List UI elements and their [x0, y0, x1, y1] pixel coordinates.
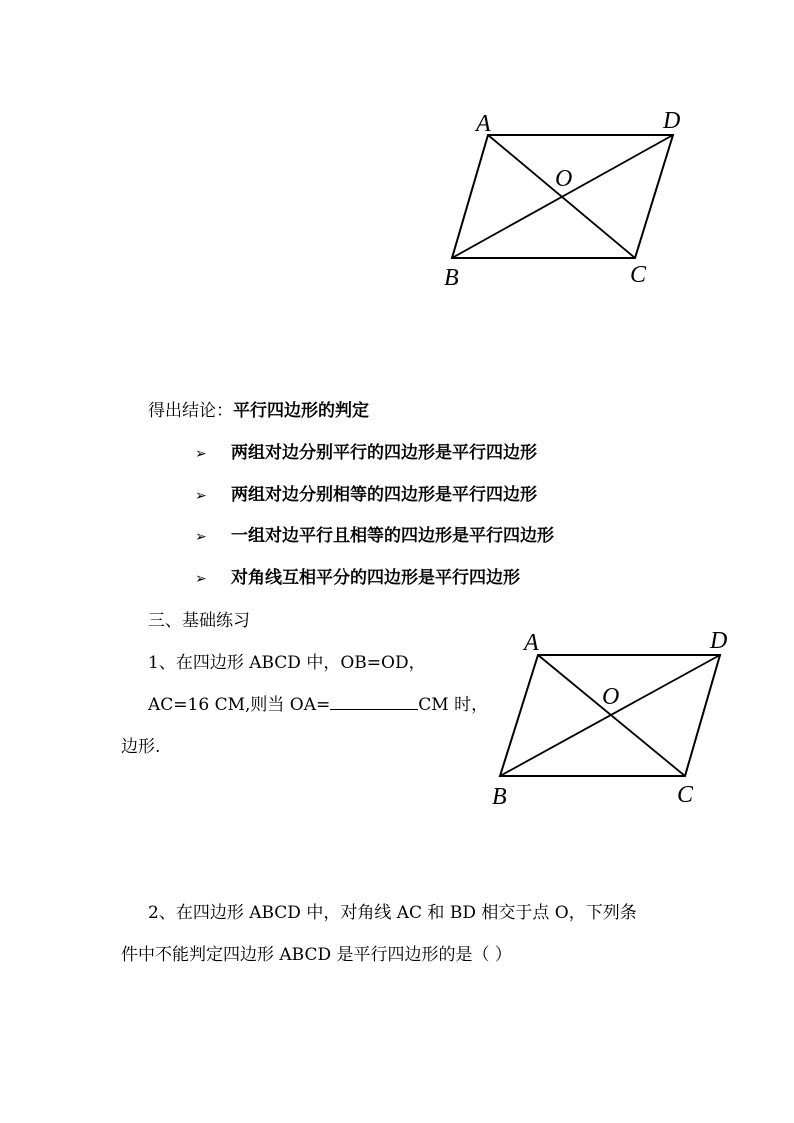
conclusion-prefix: 得出结论： [148, 401, 233, 421]
point-label-o: O [555, 166, 573, 192]
question-1-line-1: 1、在四边形 ABCD 中，OB=OD， [148, 653, 426, 673]
point-label-b: B [444, 265, 459, 291]
point-label-b: B [492, 784, 507, 810]
question-1-line-3: 边形. [121, 737, 161, 757]
question-2-line-1: 2、在四边形 ABCD 中，对角线 AC 和 BD 相交于点 O，下列条 [148, 903, 637, 923]
criterion-text: 对角线互相平分的四边形是平行四边形 [231, 568, 520, 588]
arrow-bullet-icon: ➢ [195, 571, 207, 587]
criterion-text: 两组对边分别平行的四边形是平行四边形 [231, 443, 537, 463]
question-1-line-2-suffix: CM 时， [418, 695, 489, 715]
conclusion-heading [148, 396, 369, 421]
answer-blank[interactable] [330, 693, 418, 710]
arrow-bullet-icon: ➢ [195, 488, 207, 504]
point-label-a: A [524, 630, 539, 656]
criterion-text: 一组对边平行且相等的四边形是平行四边形 [231, 526, 554, 546]
parallelogram-figure-question-1 [480, 620, 750, 820]
question-1-line-2-prefix: AC=16 CM,则当 OA= [148, 695, 331, 715]
conclusion-title: 平行四边形的判定 [233, 401, 369, 421]
list-item [195, 438, 537, 463]
point-label-d: D [663, 108, 681, 134]
question-1-line-2 [148, 690, 488, 715]
list-item [195, 563, 520, 588]
question-2-line-2: 件中不能判定四边形 ABCD 是平行四边形的是（ ） [121, 945, 512, 965]
section-heading: 三、基础练习 [148, 611, 250, 631]
list-item [195, 521, 554, 546]
parallelogram-figure-top [430, 100, 700, 300]
point-label-c: C [630, 262, 647, 288]
arrow-bullet-icon: ➢ [195, 529, 207, 545]
point-label-o: O [602, 684, 620, 710]
arrow-bullet-icon: ➢ [195, 446, 207, 462]
point-label-c: C [677, 782, 694, 808]
list-item [195, 480, 537, 505]
point-label-a: A [476, 111, 491, 137]
point-label-d: D [710, 628, 728, 654]
criterion-text: 两组对边分别相等的四边形是平行四边形 [231, 485, 537, 505]
